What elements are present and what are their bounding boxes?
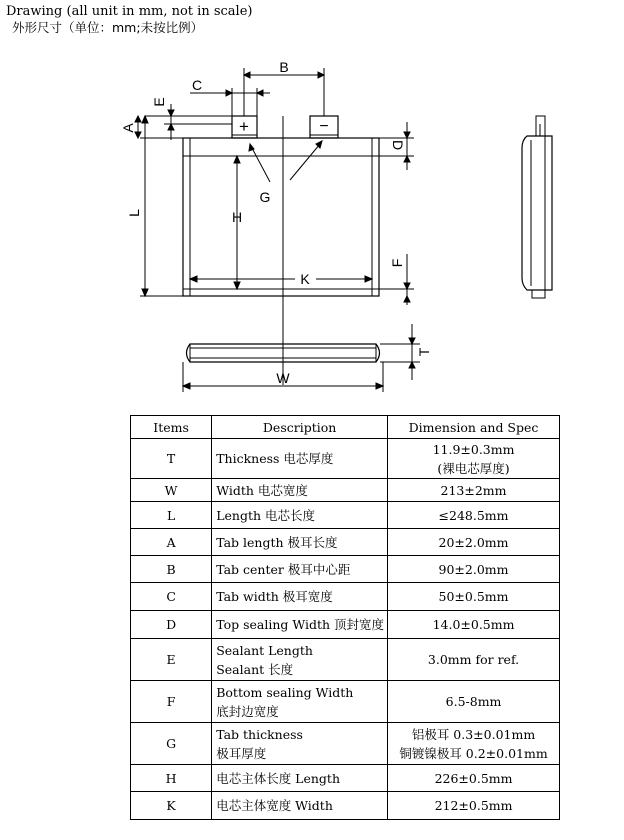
label-G: G bbox=[259, 189, 271, 205]
description-line: Tab length 极耳长度 bbox=[216, 534, 338, 550]
spec-line: 50±0.5mm bbox=[438, 589, 509, 604]
item-spec bbox=[388, 583, 560, 611]
item-spec bbox=[388, 792, 560, 820]
spec-table bbox=[130, 415, 560, 820]
spec-line: 11.9±0.3mm bbox=[432, 441, 515, 457]
label-C: C bbox=[191, 77, 203, 93]
label-T: T bbox=[416, 347, 432, 357]
label-D: D bbox=[390, 139, 406, 151]
label-F: F bbox=[389, 258, 405, 268]
item-code: D bbox=[131, 611, 212, 639]
item-spec bbox=[388, 479, 560, 502]
description-line: Sealant 长度 bbox=[216, 661, 294, 677]
spec-line: ≤248.5mm bbox=[438, 507, 509, 523]
spec-line: 213±2mm bbox=[440, 482, 507, 498]
item-description bbox=[212, 439, 388, 479]
description-line: 电芯主体宽度 Width bbox=[216, 798, 333, 813]
description-line: Tab center 极耳中心距 bbox=[216, 561, 351, 577]
description-line: 极耳厚度 bbox=[216, 745, 267, 761]
item-description bbox=[212, 583, 388, 611]
spec-line: (裸电芯厚度) bbox=[437, 460, 510, 476]
item-description bbox=[212, 502, 388, 529]
item-code: G bbox=[131, 723, 212, 765]
label-E: E bbox=[151, 97, 167, 107]
table-row bbox=[131, 583, 560, 611]
item-description bbox=[212, 723, 388, 765]
item-spec bbox=[388, 639, 560, 681]
item-description bbox=[212, 611, 388, 639]
table-row bbox=[131, 723, 560, 765]
spec-line: 6.5-8mm bbox=[445, 694, 502, 709]
item-description bbox=[212, 479, 388, 502]
dim-K bbox=[190, 276, 372, 282]
spec-line: 212±0.5mm bbox=[434, 798, 513, 813]
cell-body-front-view bbox=[183, 138, 379, 296]
description-line: Length 电芯长度 bbox=[216, 507, 316, 523]
header-items: Items bbox=[131, 416, 212, 439]
table-row bbox=[131, 765, 560, 792]
table-row bbox=[131, 502, 560, 529]
item-code: L bbox=[131, 502, 212, 529]
table-row bbox=[131, 529, 560, 556]
description-line: Top sealing Width 顶封宽度 bbox=[216, 617, 385, 632]
spec-line: 90±2.0mm bbox=[438, 561, 509, 577]
dim-G-arrows bbox=[249, 141, 322, 182]
item-description bbox=[212, 765, 388, 792]
description-line: Width 电芯宽度 bbox=[216, 482, 308, 498]
spec-line: 20±2.0mm bbox=[438, 534, 509, 550]
description-line: Tab width 极耳宽度 bbox=[216, 589, 333, 604]
item-spec bbox=[388, 611, 560, 639]
item-description bbox=[212, 639, 388, 681]
item-spec bbox=[388, 681, 560, 723]
table-row bbox=[131, 639, 560, 681]
dim-B bbox=[244, 68, 324, 116]
table-row bbox=[131, 439, 560, 479]
spec-line: 226±0.5mm bbox=[434, 770, 513, 786]
spec-table-body bbox=[131, 439, 560, 820]
description-line: 底封边宽度 bbox=[216, 703, 279, 719]
table-row bbox=[131, 681, 560, 723]
description-line: Thickness 电芯厚度 bbox=[216, 451, 334, 466]
table-row bbox=[131, 556, 560, 583]
item-spec bbox=[388, 556, 560, 583]
description-line: Tab thickness bbox=[216, 726, 303, 742]
label-L: L bbox=[126, 209, 142, 217]
cell-side-view bbox=[522, 116, 552, 298]
table-row bbox=[131, 611, 560, 639]
description-line: Bottom sealing Width bbox=[216, 684, 354, 700]
spec-line: 3.0mm for ref. bbox=[427, 652, 520, 667]
item-code: T bbox=[131, 439, 212, 479]
table-row bbox=[131, 479, 560, 502]
label-B: B bbox=[279, 59, 289, 75]
drawing-caption-zh: 外形尺寸（单位：mm;未按比例） bbox=[12, 20, 204, 35]
item-description bbox=[212, 681, 388, 723]
dim-L bbox=[142, 116, 148, 296]
dim-T bbox=[380, 324, 420, 380]
drawing-caption-en: Drawing (all unit in mm, not in scale) bbox=[6, 4, 253, 19]
item-code: A bbox=[131, 529, 212, 556]
battery-dimension-drawing bbox=[0, 0, 624, 410]
spec-table-header bbox=[131, 416, 560, 439]
item-spec bbox=[388, 502, 560, 529]
item-spec bbox=[388, 439, 560, 479]
header-dimension: Dimension and Spec bbox=[388, 416, 560, 439]
label-A: A bbox=[120, 123, 136, 133]
spec-line: 铝极耳 0.3±0.01mm bbox=[411, 726, 536, 742]
dim-E bbox=[164, 104, 232, 140]
item-description bbox=[212, 529, 388, 556]
item-spec bbox=[388, 529, 560, 556]
item-description bbox=[212, 556, 388, 583]
item-spec bbox=[388, 765, 560, 792]
label-K: K bbox=[300, 271, 310, 287]
item-code: H bbox=[131, 765, 212, 792]
item-code: E bbox=[131, 639, 212, 681]
item-spec bbox=[388, 723, 560, 765]
item-code: W bbox=[131, 479, 212, 502]
table-row bbox=[131, 792, 560, 820]
item-code: F bbox=[131, 681, 212, 723]
spec-line: 铜镀镍极耳 0.2±0.01mm bbox=[399, 745, 548, 761]
label-W: W bbox=[276, 370, 290, 386]
description-line: 电芯主体长度 Length bbox=[216, 770, 341, 786]
negative-tab-symbol: − bbox=[319, 118, 329, 135]
header-description: Description bbox=[212, 416, 388, 439]
item-description bbox=[212, 792, 388, 820]
positive-tab-symbol: + bbox=[239, 117, 249, 136]
label-H: H bbox=[231, 209, 243, 225]
description-line: Sealant Length bbox=[216, 642, 313, 658]
item-code: B bbox=[131, 556, 212, 583]
item-code: K bbox=[131, 792, 212, 820]
item-code: C bbox=[131, 583, 212, 611]
spec-line: 14.0±0.5mm bbox=[432, 617, 515, 632]
